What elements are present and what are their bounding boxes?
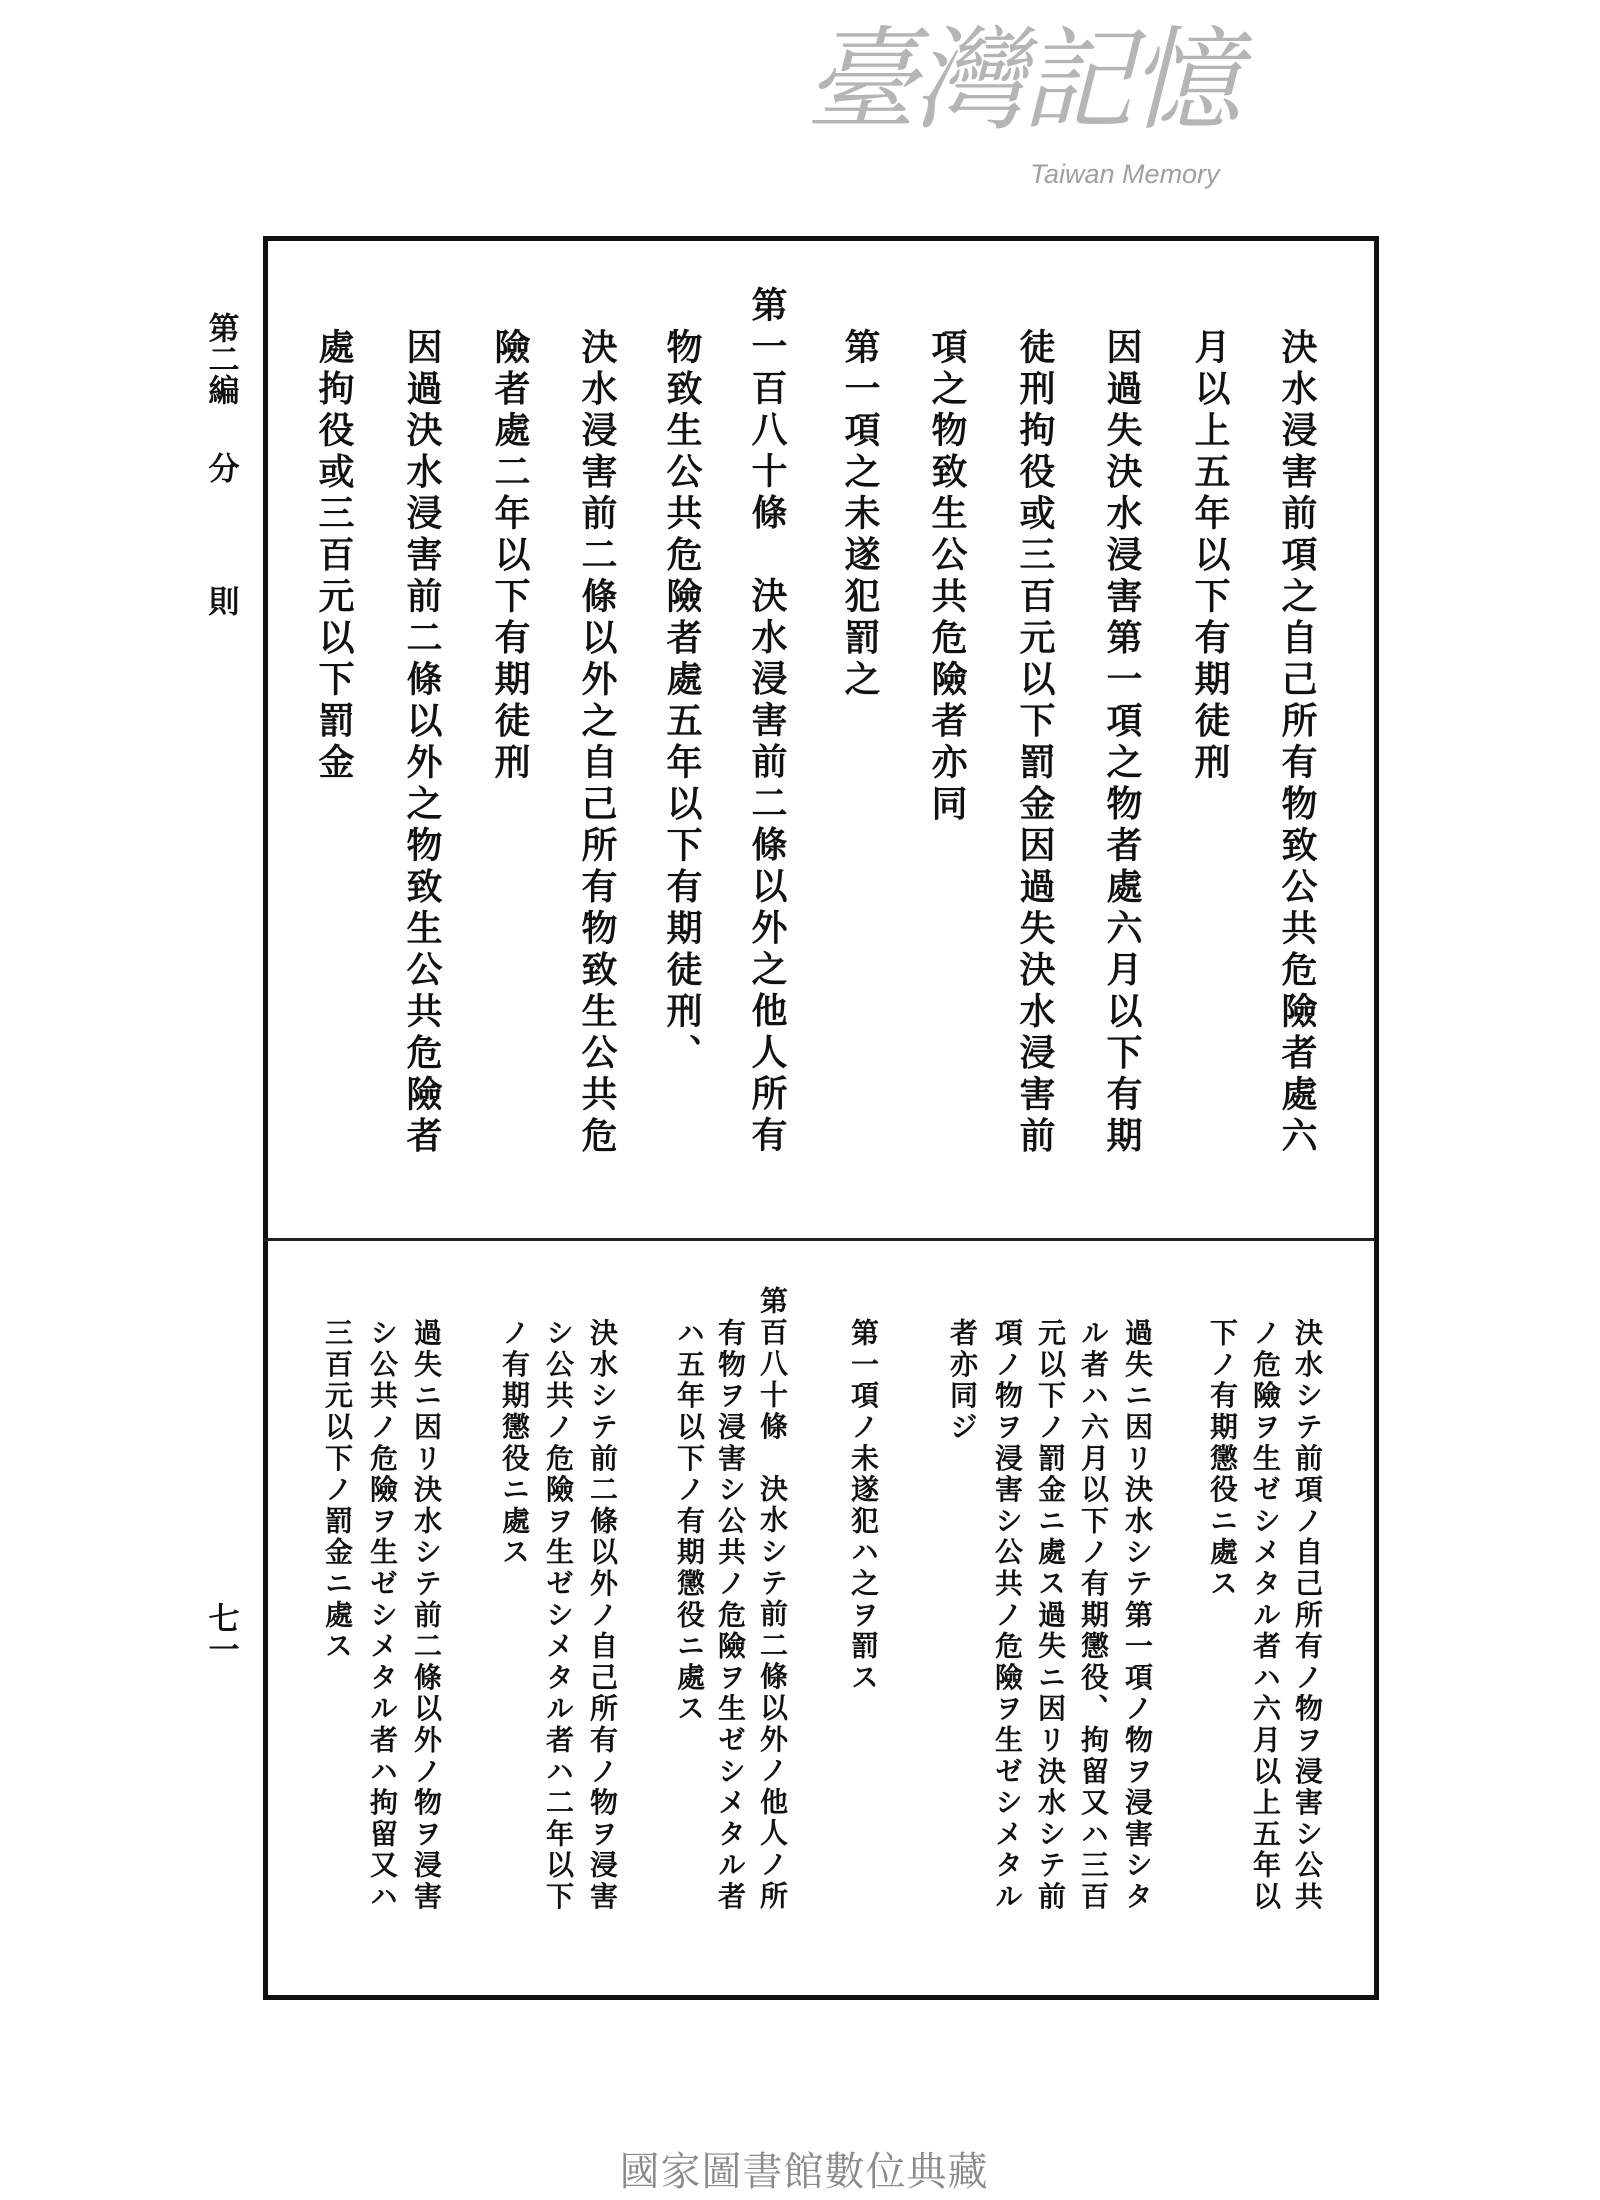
chinese-text-column: 險者處二年以下有期徒刑 bbox=[489, 328, 531, 785]
chinese-text-column: 因過決水浸害前二條以外之物致生公共危險者 bbox=[401, 328, 443, 1158]
japanese-text-column: ノ有期懲役ニ處ス bbox=[498, 1318, 531, 1569]
chinese-text-column: 決水浸害前項之自己所有物致公共危險者處六 bbox=[1276, 328, 1318, 1158]
japanese-text-column: 過失ニ因リ決水シテ第一項ノ物ヲ浸害シタ bbox=[1121, 1318, 1154, 1913]
chinese-text-column: 第一百八十條 決水浸害前二條以外之他人所有 bbox=[746, 286, 788, 1158]
chinese-text-column: 徒刑拘役或三百元以下罰金因過失決水浸害前 bbox=[1014, 328, 1056, 1158]
chinese-text-column: 項之物致生公共危險者亦同 bbox=[926, 328, 968, 826]
chinese-text-column: 處拘役或三百元以下罰金 bbox=[313, 328, 355, 785]
japanese-text-column: ハ五年以下ノ有期懲役ニ處ス bbox=[673, 1318, 706, 1725]
footer-text: 國家圖書館數位典藏 bbox=[619, 2149, 989, 2195]
section-divider bbox=[263, 1238, 1375, 1241]
japanese-text-column: ル者ハ六月以下ノ有期懲役、拘留又ハ三百 bbox=[1077, 1318, 1110, 1913]
watermark-logo: 臺灣記憶 bbox=[805, 16, 1237, 146]
watermark-subtitle: Taiwan Memory bbox=[1030, 159, 1220, 189]
japanese-text-column: 項ノ物ヲ浸害シ公共ノ危險ヲ生ゼシメタル bbox=[991, 1318, 1024, 1913]
japanese-text-column: 元以下ノ罰金ニ處ス過失ニ因リ決水シテ前 bbox=[1034, 1318, 1067, 1913]
japanese-text-column: 下ノ有期懲役ニ處ス bbox=[1206, 1318, 1239, 1600]
footer-credit bbox=[0, 2140, 1600, 2197]
japanese-text-column: ノ危險ヲ生ゼシメタル者ハ六月以上五年以 bbox=[1249, 1318, 1282, 1913]
chinese-text-column: 決水浸害前二條以外之自己所有物致生公共危 bbox=[576, 328, 618, 1158]
chinese-text-column: 因過失決水浸害第一項之物者處六月以下有期 bbox=[1101, 328, 1143, 1158]
chinese-text-column: 物致生公共危險者處五年以下有期徒刑、 bbox=[661, 328, 703, 1075]
japanese-text-column: 決水シテ前項ノ自己所有ノ物ヲ浸害シ公共 bbox=[1291, 1318, 1324, 1913]
page-number: 七一 bbox=[202, 1602, 239, 1664]
japanese-text-column: 有物ヲ浸害シ公共ノ危險ヲ生ゼシメタル者 bbox=[714, 1318, 747, 1913]
japanese-text-column: シ公共ノ危險ヲ生ゼシメタル者ハ二年以下 bbox=[542, 1318, 575, 1913]
japanese-text-column: シ公共ノ危險ヲ生ゼシメタル者ハ拘留又ハ bbox=[366, 1318, 399, 1913]
japanese-text-column: 第百八十條 決水シテ前二條以外ノ他人ノ所 bbox=[756, 1286, 789, 1912]
chinese-text-column: 月以上五年以下有期徒刑 bbox=[1189, 328, 1231, 785]
chinese-text-column: 第一項之未遂犯罰之 bbox=[839, 328, 881, 702]
japanese-text-column: 決水シテ前二條以外ノ自己所有ノ物ヲ浸害 bbox=[586, 1318, 619, 1913]
japanese-text-column: 第一項ノ未遂犯ハ之ヲ罰ス bbox=[847, 1318, 880, 1694]
part-heading: 第二編 bbox=[202, 312, 239, 405]
part-heading-fen: 分 bbox=[202, 452, 239, 483]
part-heading-ze: 則 bbox=[202, 585, 239, 616]
japanese-text-column: 三百元以下ノ罰金ニ處ス bbox=[321, 1318, 354, 1663]
japanese-text-column: 過失ニ因リ決水シテ前二條以外ノ物ヲ浸害 bbox=[410, 1318, 443, 1913]
japanese-text-column: 者亦同ジ bbox=[946, 1318, 979, 1444]
